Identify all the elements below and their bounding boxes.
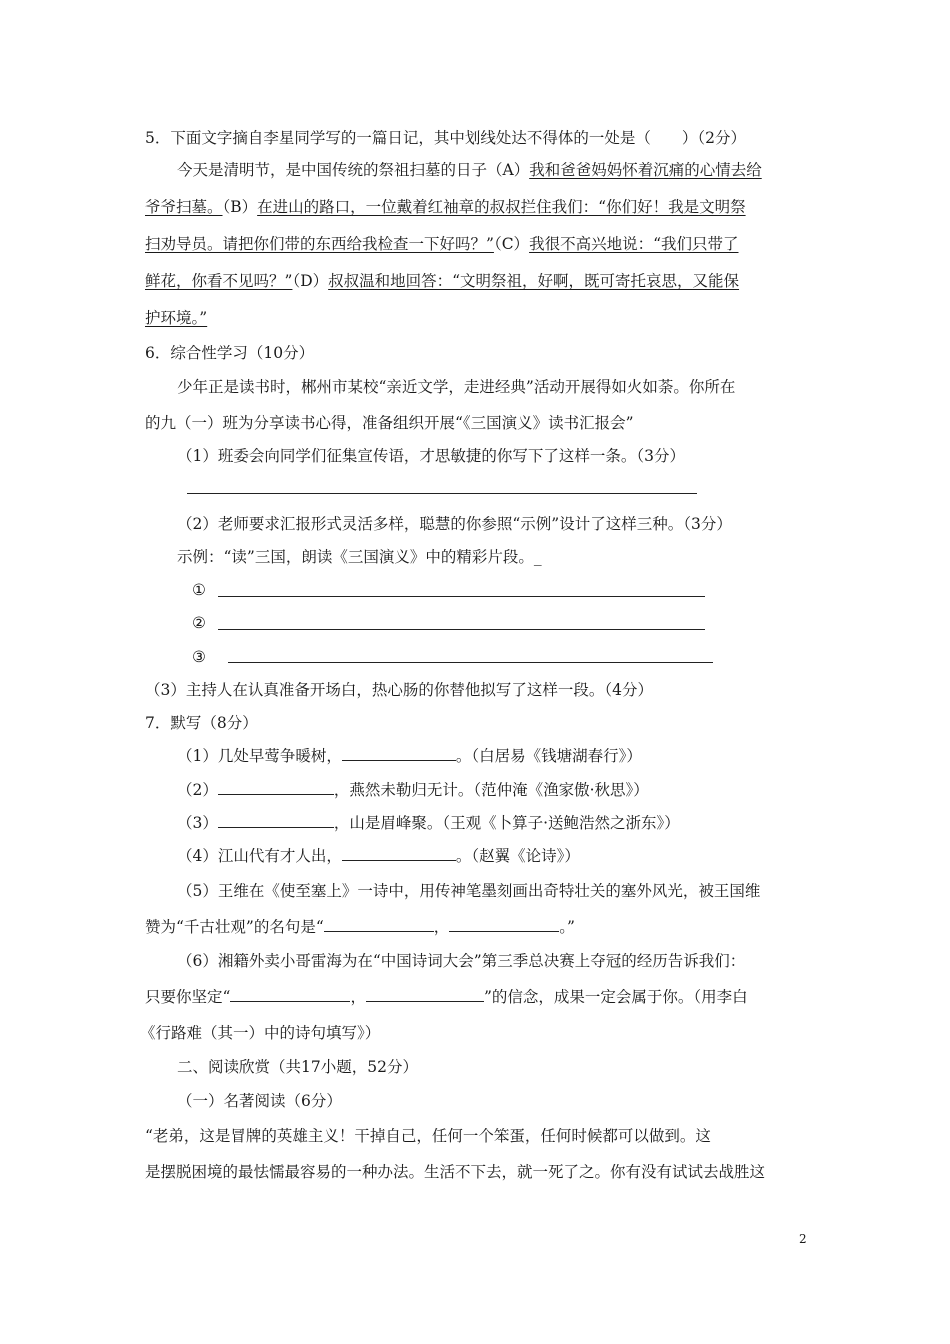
q6-sub-3: （3）主持人在认真准备开场白，热心肠的你替他拟写了这样一段。（4分） [145,681,653,699]
q5-option-a-underlined-cont: 爷爷扫墓。 [145,198,223,216]
q5-label-d: （D） [292,272,329,290]
q7-blank-3[interactable] [218,813,334,828]
q6-circle-3: ③ [192,648,206,666]
q7-item-4 [177,846,580,866]
part2-title: 二、阅读欣赏（共17小题，52分） [177,1058,418,1076]
q6-title: 6．综合性学习（10分） [145,344,315,362]
q6-answer-line-circle-3[interactable] [228,662,713,663]
q5-option-c-underlined: 我很不高兴地说：“我们只带了 [529,235,739,253]
q7-item-2-num: （2） [177,781,218,799]
q5-option-b-underlined: 在进山的路口，一位戴着红袖章的叔叔拦住我们：“你们好！我是文明祭 [257,198,746,216]
q5-option-d-underlined: 叔叔温和地回答：“文明祭祖，好啊，既可寄托哀思，又能保 [328,272,740,290]
q7-item-2 [177,780,649,800]
q7-item-3 [177,813,680,833]
q6-example: 示例：“读”三国，朗读《三国演义》中的精彩片段。_ [177,548,542,566]
q7-blank-2[interactable] [218,780,334,795]
q7-item-5-cont [145,917,575,937]
q6-sub-1: （1）班委会向同学们征集宣传语，才思敏捷的你写下了这样一条。（3分） [177,447,685,465]
q5-option-b-underlined-cont: 扫劝导员。请把你们带的东西给我检查一下好吗？” [145,235,494,253]
q5-line-1 [177,160,762,180]
q7-item-3-text: ，山是眉峰聚。（王观《卜算子·送鲍浩然之浙东》） [333,814,680,832]
q5-label-c: （C） [493,235,530,253]
q7-item-4-source: 。（赵翼《论诗》） [455,847,580,865]
q7-item-4-text: （4）江山代有才人出， [177,847,342,865]
q7-item-5-end: 。” [559,918,575,936]
q6-circle-2: ② [192,614,206,632]
q7-item-1 [177,746,642,766]
q7-item-5: （5）王维在《使至塞上》一诗中，用传神笔墨刻画出奇特壮关的塞外风光，被王国维 [177,882,761,900]
q5-line-3 [145,234,739,254]
q7-item-5-prefix: 赞为“千古壮观”的名句是“ [145,918,324,936]
q7-item-6-cont [145,987,748,1007]
q6-answer-line-circle-2[interactable] [218,629,705,630]
part2-subtitle: （一）名著阅读（6分） [177,1092,342,1110]
q5-line-2 [145,197,746,217]
reading-line-1: “老弟，这是冒牌的英雄主义！干掉自己，任何一个笨蛋，任何时候都可以做到。这 [145,1127,711,1145]
q7-item-1-source: 。（白居易《钱塘湖春行》） [455,747,642,765]
q5-label-b: （B） [222,198,258,216]
q6-paragraph-1: 少年正是读书时，郴州市某校“亲近文学，走进经典”活动开展得如火如荼。你所在 [177,378,736,396]
q7-blank-5a[interactable] [324,917,434,932]
q7-item-3-num: （3） [177,814,218,832]
q5-line-5 [145,308,207,328]
q7-item-5-comma: ， [433,918,450,936]
q6-paragraph-2: 的九（一）班为分享读书心得，准备组织开展“《三国演义》读书汇报会” [145,414,634,432]
q5-line-1-text: 今天是清明节，是中国传统的祭祖扫墓的日子（A） [177,161,530,179]
q6-answer-line-circle-1[interactable] [218,596,705,597]
q7-title: 7．默写（8分） [145,714,258,732]
q7-item-1-text: （1）几处早莺争暖树， [177,747,342,765]
reading-line-2: 是摆脱困境的最怯懦最容易的一种办法。生活不下去，就一死了之。你有没有试试去战胜这 [145,1163,766,1181]
q5-option-a-underlined: 我和爸爸妈妈怀着沉痛的心情去给 [529,161,762,179]
q5-option-c-underlined-cont: 鲜花，你看不见吗？” [145,272,293,290]
q5-stem: 5．下面文字摘自李星同学写的一篇日记，其中划线处达不得体的一处是（ ）（2分） [145,129,746,147]
q7-item-6-comma: ， [350,988,366,1006]
q7-item-2-text: ，燕然未勒归无计。（范仲淹《渔家傲·秋思》） [333,781,649,799]
q7-item-6: （6）湘籍外卖小哥雷海为在“中国诗词大会”第三季总决赛上夺冠的经历告诉我们： [177,952,746,970]
q7-blank-6a[interactable] [230,987,350,1002]
q6-sub-2: （2）老师要求汇报形式灵活多样，聪慧的你参照“示例”设计了这样三种。（3分） [177,515,732,533]
page-number: 2 [799,1232,807,1246]
q7-blank-1[interactable] [342,746,456,761]
q6-answer-line-1[interactable] [187,493,697,494]
q7-item-6-suffix: ”的信念，成果一定会属于你。（用李白 [483,988,748,1006]
q7-blank-4[interactable] [342,846,456,861]
q6-circle-1: ① [192,581,206,599]
q7-blank-6b[interactable] [366,987,484,1002]
q5-option-d-underlined-cont: 护环境。” [145,309,208,327]
q7-item-6-prefix: 只要你坚定“ [145,988,231,1006]
q7-blank-5b[interactable] [449,917,559,932]
q5-line-4 [145,271,739,291]
q7-item-6-source: 《行路难（其一）中的诗句填写》） [140,1024,381,1042]
